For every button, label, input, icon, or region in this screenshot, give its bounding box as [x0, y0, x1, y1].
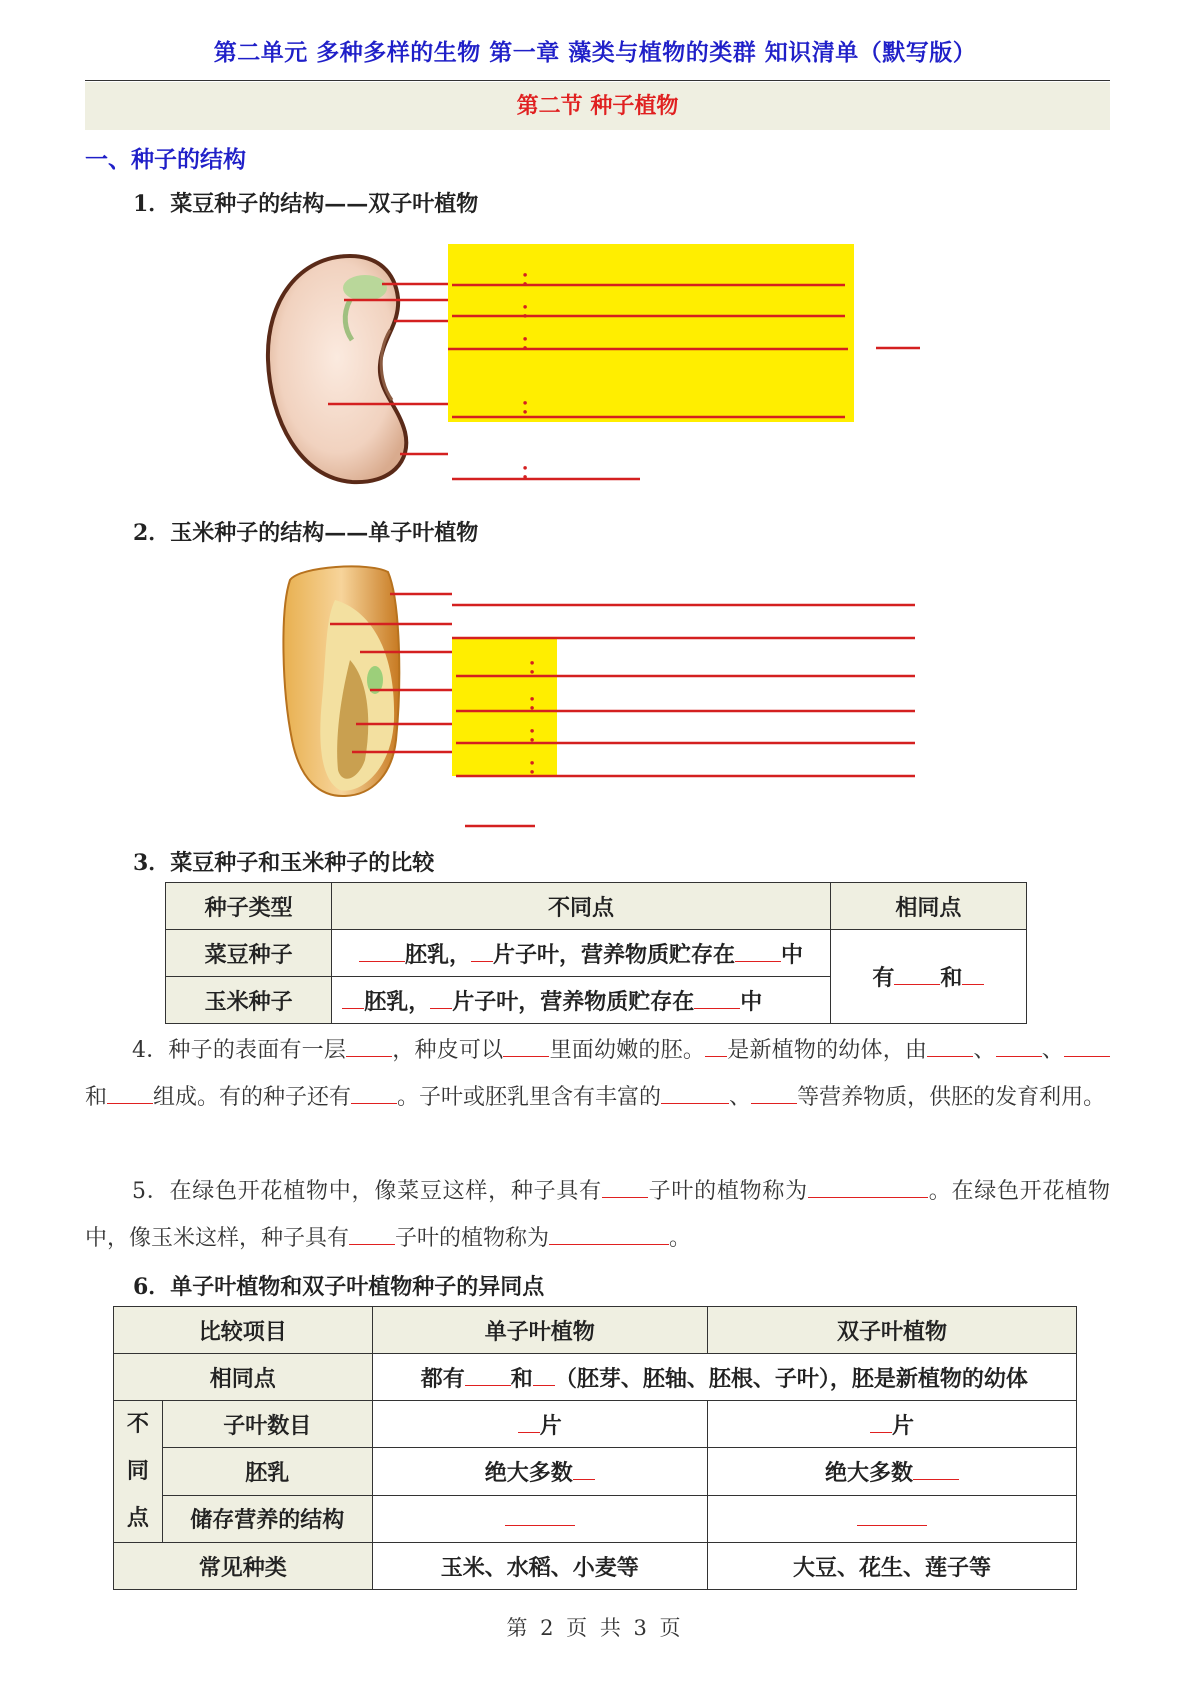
- row-label: 胚乳: [162, 1448, 372, 1495]
- section-title: 第二节 种子植物: [85, 82, 1110, 130]
- table-cell: 都有 和 （胚芽、胚轴、胚根、子叶），胚是新植物的幼体: [372, 1354, 1076, 1401]
- label-colon: ：: [520, 459, 543, 485]
- row-label: 储存营养的结构: [162, 1495, 372, 1542]
- page-footer: 第 2 页 共 3 页: [506, 1616, 684, 1640]
- mono-di-table: [113, 1306, 1077, 1590]
- table-header: 单子叶植物: [372, 1307, 707, 1354]
- table-header: 不同点: [332, 883, 831, 930]
- table-cell: 胚乳， 片子叶，营养物质贮存在 中: [332, 930, 831, 977]
- label-colon: ：: [527, 722, 550, 748]
- label-colon: ：: [520, 266, 543, 292]
- paragraph-5: 5．在绿色开花植物中，像菜豆这样，种子具有 子叶的植物称为 。在绿色开花植物中，像玉米这样，种子具有 子叶的植物称为 。: [85, 1168, 1110, 1262]
- table-header: 双子叶植物: [707, 1307, 1076, 1354]
- diff-label: 不 同 点: [114, 1401, 163, 1543]
- label-colon: ：: [527, 754, 550, 780]
- label-colon: ：: [527, 654, 550, 680]
- table-cell: 片: [372, 1401, 707, 1448]
- table-cell: [372, 1495, 707, 1542]
- table-cell: 大豆、花生、莲子等: [707, 1543, 1076, 1590]
- label-colon: ：: [520, 394, 543, 420]
- label-colon: ：: [520, 298, 543, 324]
- table-cell: 片: [707, 1401, 1076, 1448]
- table-header: 比较项目: [114, 1307, 373, 1354]
- subheading-bean-seed: 1．菜豆种子的结构——双子叶植物: [133, 191, 479, 217]
- row-label: 菜豆种子: [166, 930, 332, 977]
- comparison-table: [165, 882, 1027, 1024]
- table-cell: [707, 1495, 1076, 1542]
- page-header-title: 第二单元 多种多样的生物 第一章 藻类与植物的类群 知识清单（默写版）: [213, 39, 977, 66]
- table-header: 相同点: [830, 883, 1026, 930]
- bean-plumule: [343, 275, 387, 301]
- label-colon: ：: [520, 330, 543, 356]
- subheading-corn-seed: 2．玉米种子的结构——单子叶植物: [133, 520, 479, 546]
- table-cell: 玉米、水稻、小麦等: [372, 1543, 707, 1590]
- heading-seed-structure: 一、种子的结构: [85, 146, 246, 173]
- label-colon: ：: [527, 690, 550, 716]
- table-header: 种子类型: [166, 883, 332, 930]
- table-cell: 绝大多数: [372, 1448, 707, 1495]
- table-cell: 胚乳， 片子叶，营养物质贮存在 中: [332, 977, 831, 1024]
- row-label: 子叶数目: [162, 1401, 372, 1448]
- subheading-comparison: 3．菜豆种子和玉米种子的比较: [133, 850, 435, 876]
- row-label: 玉米种子: [166, 977, 332, 1024]
- subheading-mono-di-comparison: 6．单子叶植物和双子叶植物种子的异同点: [133, 1274, 545, 1300]
- row-label: 常见种类: [114, 1543, 373, 1590]
- row-label: 相同点: [114, 1354, 373, 1401]
- table-cell: 绝大多数: [707, 1448, 1076, 1495]
- bean-label-highlight: [448, 244, 854, 422]
- table-cell: 有 和: [830, 930, 1026, 1024]
- paragraph-4: 4．种子的表面有一层 ，种皮可以 里面幼嫩的胚。 是新植物的幼体，由 、 、和 组成。有的种子还有 。子叶或胚乳里含有丰富的 、 等营养物质，供胚的发育利用。: [85, 1027, 1110, 1121]
